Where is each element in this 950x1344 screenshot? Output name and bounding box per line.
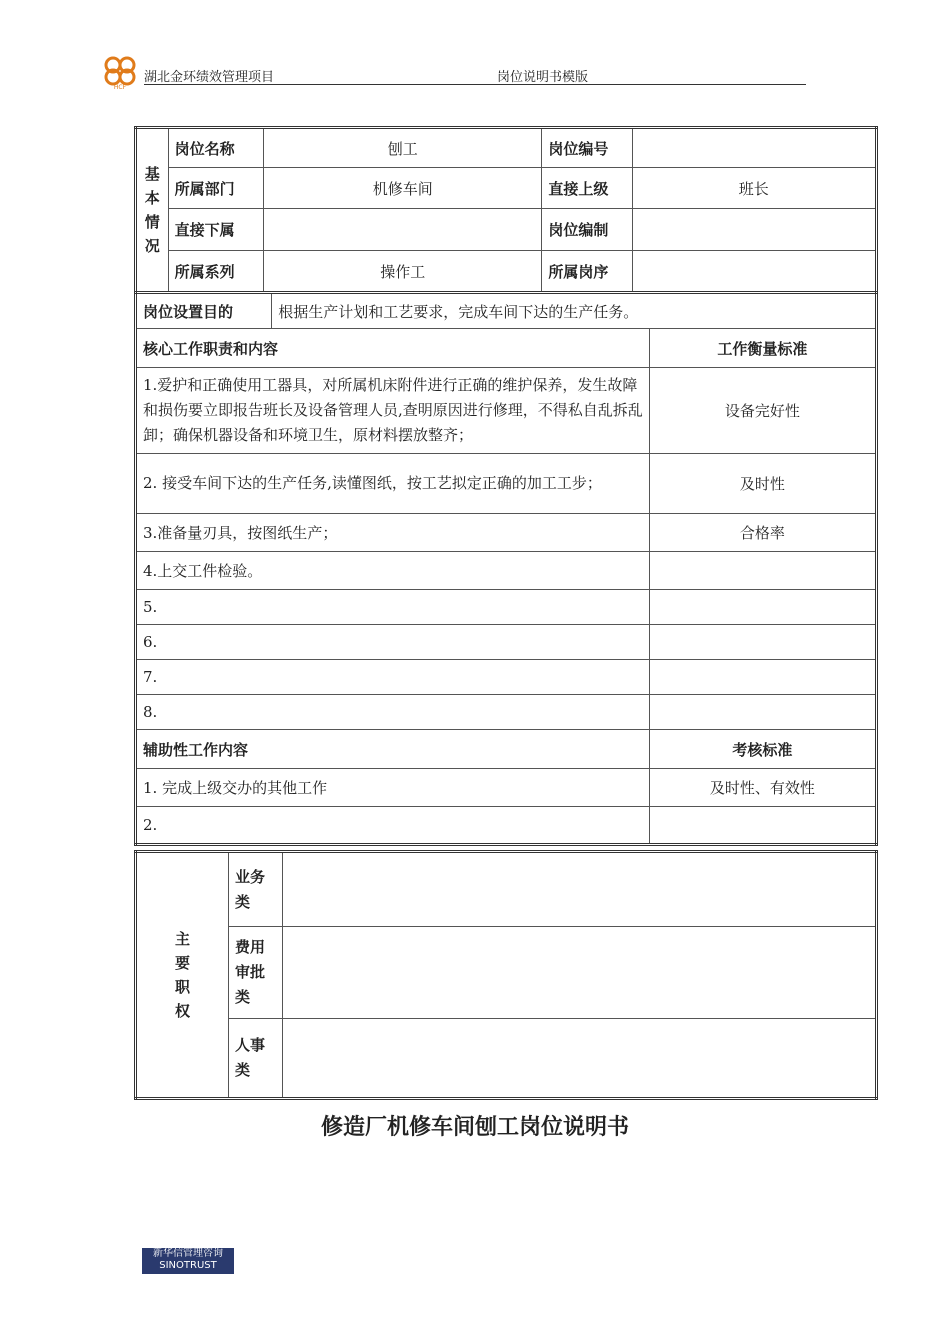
duties-table <box>134 291 878 846</box>
value-cell: 刨工 <box>264 128 542 168</box>
aux-std: 及时性、有效性 <box>649 769 876 807</box>
core-std <box>649 552 876 590</box>
label-cell: 直接下属 <box>168 209 264 251</box>
authority-content <box>282 927 876 1019</box>
aux-std-header: 考核标准 <box>649 730 876 769</box>
core-duty: 7. <box>136 660 650 695</box>
footer-logo-line2: SINOTRUST <box>159 1260 217 1271</box>
footer-logo-line1: 新华信管理咨询 <box>153 1248 223 1259</box>
core-header: 核心工作职责和内容 <box>136 329 650 368</box>
aux-duty: 2. <box>136 807 650 845</box>
value-cell <box>632 251 876 293</box>
core-std: 设备完好性 <box>649 368 876 454</box>
sinotrust-logo <box>142 1248 234 1274</box>
header-rule <box>144 84 806 85</box>
core-std: 合格率 <box>649 514 876 552</box>
svg-text:HCF: HCF <box>113 84 127 90</box>
authority-label: 人事类 <box>229 1019 283 1099</box>
purpose-text: 根据生产计划和工艺要求，完成车间下达的生产任务。 <box>272 293 877 329</box>
core-std <box>649 660 876 695</box>
core-duty: 1.爱护和正确使用工器具，对所属机床附件进行正确的维护保养，发生故障和损伤要立即报告班长及设备管理人员,查明原因进行修理，不得私自乱拆乱卸；确保机器设备和环境卫生，原材料摆放整齐； <box>136 368 650 454</box>
hcf-logo-icon <box>100 54 140 90</box>
label-cell: 岗位编制 <box>542 209 632 251</box>
aux-std <box>649 807 876 845</box>
header-doc-type: 岗位说明书模版 <box>497 70 589 85</box>
core-duty: 4.上交工件检验。 <box>136 552 650 590</box>
aux-header: 辅助性工作内容 <box>136 730 650 769</box>
header-project-name: 湖北金环绩效管理项目 <box>144 70 275 85</box>
authority-label: 业务类 <box>229 852 283 927</box>
core-duty: 2. 接受车间下达的生产任务,读懂图纸，按工艺拟定正确的加工工步； <box>136 454 650 514</box>
authority-side-label: 主 要 职 权 <box>136 852 229 1099</box>
label-cell: 所属系列 <box>168 251 264 293</box>
authority-label: 费用审批类 <box>229 927 283 1019</box>
authority-content <box>282 1019 876 1099</box>
value-cell <box>632 209 876 251</box>
authority-table <box>134 850 878 1100</box>
purpose-label: 岗位设置目的 <box>136 293 272 329</box>
core-std: 及时性 <box>649 454 876 514</box>
core-duty: 3.准备量刃具，按图纸生产； <box>136 514 650 552</box>
core-std <box>649 625 876 660</box>
core-duty: 5. <box>136 590 650 625</box>
label-cell: 直接上级 <box>542 168 632 209</box>
page-header <box>100 54 808 90</box>
label-cell: 所属部门 <box>168 168 264 209</box>
authority-content <box>282 852 876 927</box>
value-cell: 班长 <box>632 168 876 209</box>
value-cell <box>632 128 876 168</box>
core-std-header: 工作衡量标准 <box>649 329 876 368</box>
basic-side-label: 基 本 情 况 <box>136 128 169 293</box>
value-cell <box>264 209 542 251</box>
value-cell: 机修车间 <box>264 168 542 209</box>
label-cell: 岗位名称 <box>168 128 264 168</box>
aux-duty: 1. 完成上级交办的其他工作 <box>136 769 650 807</box>
core-std <box>649 590 876 625</box>
core-std <box>649 695 876 730</box>
label-cell: 岗位编号 <box>542 128 632 168</box>
core-duty: 8. <box>136 695 650 730</box>
document-title: 修造厂机修车间刨工岗位说明书 <box>320 1115 629 1140</box>
value-cell: 操作工 <box>264 251 542 293</box>
label-cell: 所属岗序 <box>542 251 632 293</box>
core-duty: 6. <box>136 625 650 660</box>
basic-info-table <box>134 126 878 294</box>
